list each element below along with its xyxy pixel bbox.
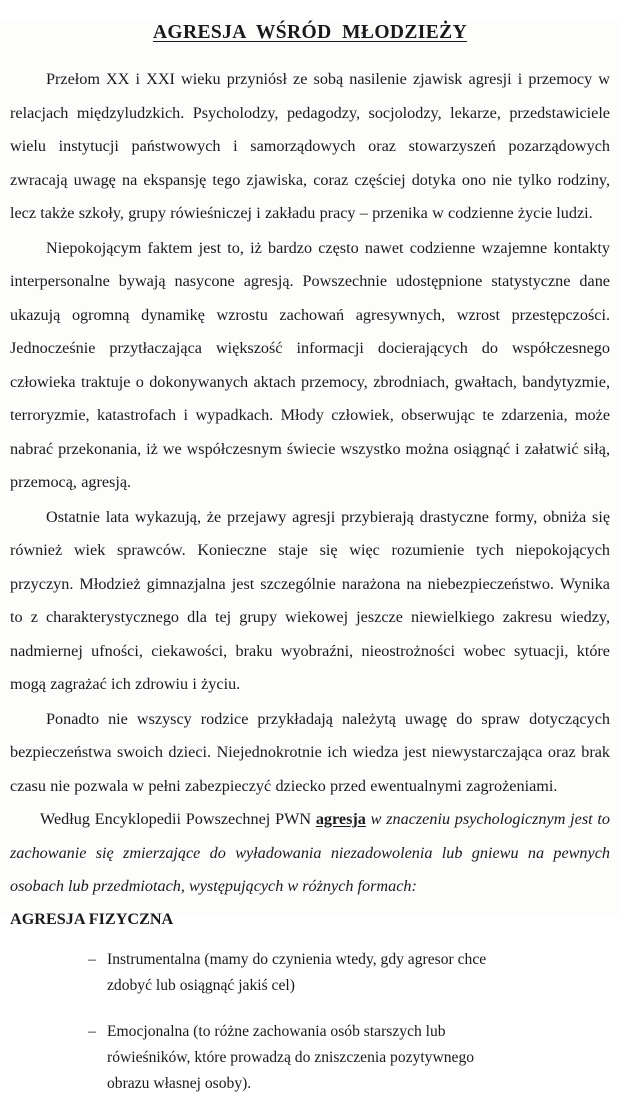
aggression-type-list bbox=[10, 947, 610, 1097]
definition-lead: Według Encyklopedii Powszechnej PWN bbox=[40, 810, 316, 828]
dash-marker-icon: – bbox=[88, 1022, 96, 1040]
definition-term: agresja bbox=[315, 810, 366, 828]
page-title: AGRESJA WŚRÓD MŁODZIEŻY bbox=[152, 22, 468, 43]
list-item bbox=[10, 947, 610, 999]
definition-paragraph bbox=[10, 803, 610, 904]
dash-marker-icon: – bbox=[88, 950, 96, 968]
document-page bbox=[0, 18, 622, 1092]
paragraph-2: Niepokojącym faktem jest to, iż bardzo często nawet codzienne wzajemne kontakty interpersonalne bywają nasycone agresją. Powszechnie udostępnione statystyczne dane ukazują ogromną dynamikę wzrostu zachowań agresywnych, wzrost przestępczości. Jednocześnie przytłaczająca większość informacji docierających do współczesnego człowieka traktuje o dokonywanych aktach przemocy, zbrodniach, gwałtach, bandytyzmie, terroryzmie, katastrofach i wypadkach. Młody człowiek, obserwując te zdarzenia, może nabrać przekonania, iż we współczesnym świecie wszystko można osiągnąć i załatwić siłą, przemocą, agresją. bbox=[10, 238, 610, 491]
list-item-text: Emocjonalna (to różne zachowania osób starszych lub rówieśników, które prowadzą do zniszczenia pozytywnego obrazu własnej osoby). bbox=[107, 1022, 475, 1092]
list-item bbox=[10, 1019, 610, 1097]
paragraph-1: Przełom XX i XXI wieku przyniósł ze sobą nasilenie zjawisk agresji i przemocy w relacjach międzyludzkich. Psycholodzy, pedagodzy, socjolodzy, lekarze, przedstawiciele wielu instytucji państwowych i samorządowych oraz stowarzyszeń pozarządowych zwracają uwagę na ekspansję tego zjawiska, coraz częściej dotyka ono nie tylko rodziny, lecz także szkoły, grupy rówieśniczej i zakładu pracy – przenika w codzienne życie ludzi. bbox=[10, 70, 610, 222]
list-item-text: Instrumentalna (mamy do czynienia wtedy, gdy agresor chce zdobyć lub osiągnąć jakiś cel) bbox=[107, 950, 487, 994]
definition-body: w znaczeniu psychologicznym jest to zachowanie się zmierzające do wyładowania niezadowolenia lub gniewu na pewnych osobach lub przedmiotach, występujących w różnych formach: bbox=[10, 810, 610, 895]
paragraph-3: Ostatnie lata wykazują, że przejawy agresji przybierają drastyczne formy, obniża się również wiek sprawców. Konieczne staje się więc rozumienie tych niepokojących przyczyn. Młodzież gimnazjalna jest szczególnie narażona na niebezpieczeństwo. Wynika to z charakterystycznego dla tej grupy wiekowej jeszcze niewielkiego zakresu wiedzy, nadmiernej ufności, ciekawości, braku wyobraźni, nieostrożności wobec sytuacji, które mogą zagrażać ich zdrowiu i życiu. bbox=[10, 507, 610, 693]
paragraph-4: Ponadto nie wszyscy rodzice przykładają należytą uwagę do spraw dotyczących bezpieczeństwa swoich dzieci. Niejednokrotnie ich wiedza jest niewystarczająca oraz brak czasu nie pozwala w pełni zabezpieczyć dziecko przed ewentualnymi zagrożeniami. bbox=[10, 709, 610, 795]
section-heading-agresja-fizyczna: AGRESJA FIZYCZNA bbox=[10, 909, 174, 928]
